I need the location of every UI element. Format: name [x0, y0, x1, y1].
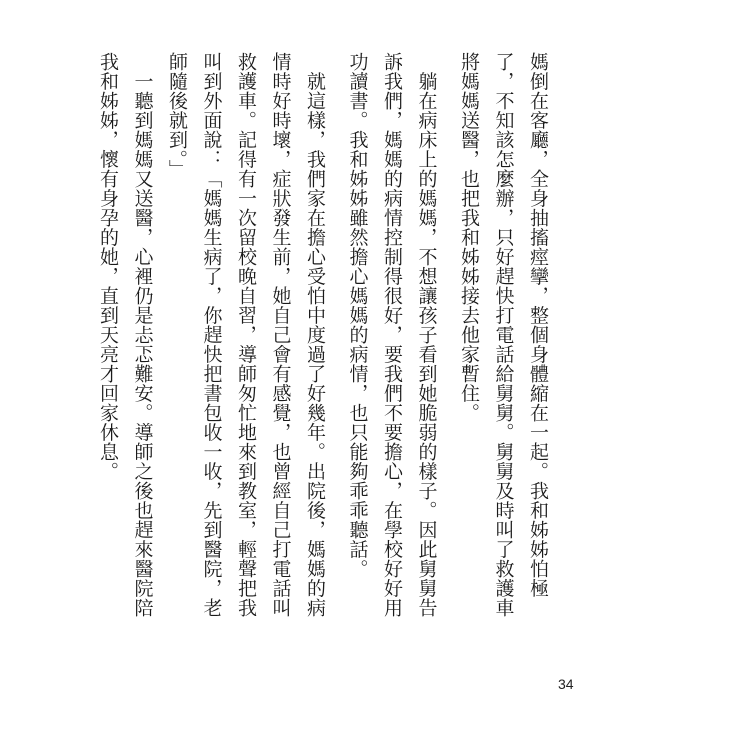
vertical-text-body — [91, 52, 556, 632]
paragraph-1: 媽倒在客廳，全身抽搐痙攣，整個身體縮在一起。我和姊姊怕極了，不知該怎麼辦，只好趕快打電話給舅舅。舅舅及時叫了救護車將媽媽送醫，也把我和姊姊接去他家暫住。 — [458, 52, 549, 618]
paragraph-4: 一聽到媽媽又送醫，心裡仍是忐忑難安。導師之後也趕來醫院陪我和姊姊，懷有身孕的她，直到天亮才回家休息。 — [97, 52, 154, 618]
paragraph-2: 躺在病床上的媽媽，不想讓孩子看到她脆弱的樣子。因此舅舅告訴我們，媽媽的病情控制得很好，要我們不要擔心，在學校好好用功讀書。我和姊姊雖然擔心媽媽的病情，也只能夠乖乖聽話。 — [346, 52, 438, 618]
page-number: 34 — [558, 676, 574, 692]
paragraph-3: 就這樣，我們家在擔心受怕中度過了好幾年。出院後，媽媽的病情時好時壞，症狀發生前，她自己會有感覺，也曾經自己打電話叫救護車。記得有一次留校晚自習，導師匆忙地來到教室，輕聲把我叫到外面說：「媽媽生病了，你趕快把書包收一收，先到醫院，老師隨後就到。」 — [166, 52, 326, 618]
